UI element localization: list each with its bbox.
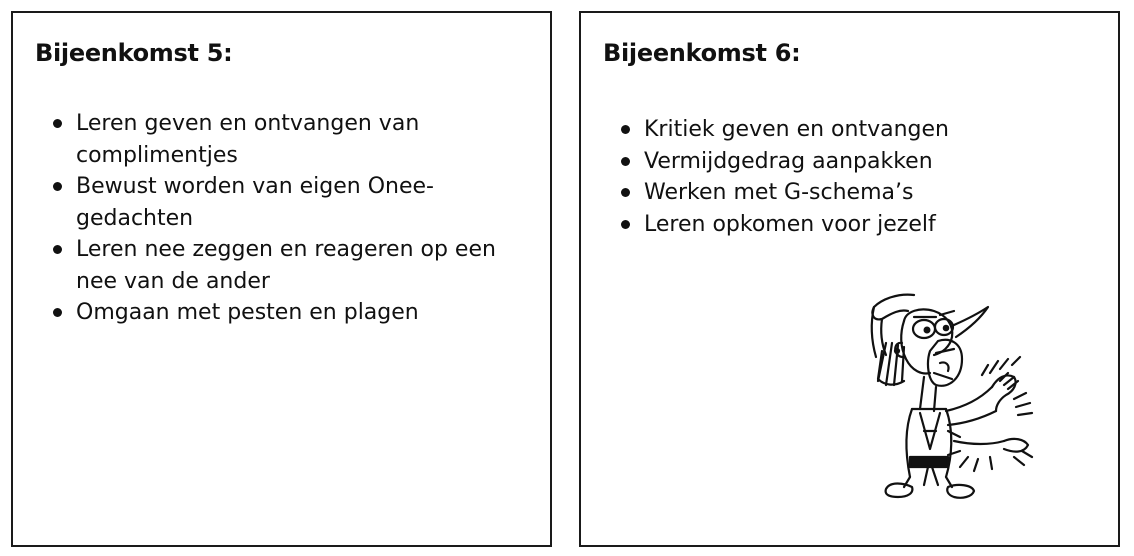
topic-list: [53, 108, 503, 329]
shouting-person-cartoon-icon: [864, 281, 1034, 506]
list-item: [53, 108, 503, 171]
list-item: [621, 146, 1081, 178]
bullet-icon: [53, 245, 62, 254]
list-item: [53, 297, 503, 329]
card-title: Bijeenkomst 6:: [603, 39, 801, 67]
list-item: [621, 114, 1081, 146]
bullet-icon: [53, 308, 62, 317]
card-title: Bijeenkomst 5:: [35, 39, 233, 67]
bullet-icon: [621, 157, 630, 166]
topic-list: [621, 114, 1081, 240]
list-item-text: Leren geven en ontvangen van complimentjes: [76, 111, 420, 168]
list-item-text: Leren nee zeggen en reageren op een nee van de ander: [76, 237, 496, 294]
session-card-6: [579, 11, 1120, 547]
bullet-icon: [53, 119, 62, 128]
bullet-icon: [621, 220, 630, 229]
list-item: [53, 234, 503, 297]
list-item: [621, 209, 1081, 241]
bullet-icon: [621, 125, 630, 134]
bullet-icon: [53, 182, 62, 191]
list-item-text: Omgaan met pesten en plagen: [76, 300, 419, 325]
list-item-text: Werken met G-schema’s: [644, 180, 914, 205]
list-item: [621, 177, 1081, 209]
session-card-5: [11, 11, 552, 547]
list-item-text: Kritiek geven en ontvangen: [644, 117, 949, 142]
list-item: [53, 171, 503, 234]
list-item-text: Leren opkomen voor jezelf: [644, 211, 936, 237]
list-item-text: Bewust worden van eigen Onee-gedachten: [76, 174, 434, 231]
bullet-icon: [621, 188, 630, 197]
list-item-text: Vermijdgedrag aanpakken: [644, 148, 933, 174]
